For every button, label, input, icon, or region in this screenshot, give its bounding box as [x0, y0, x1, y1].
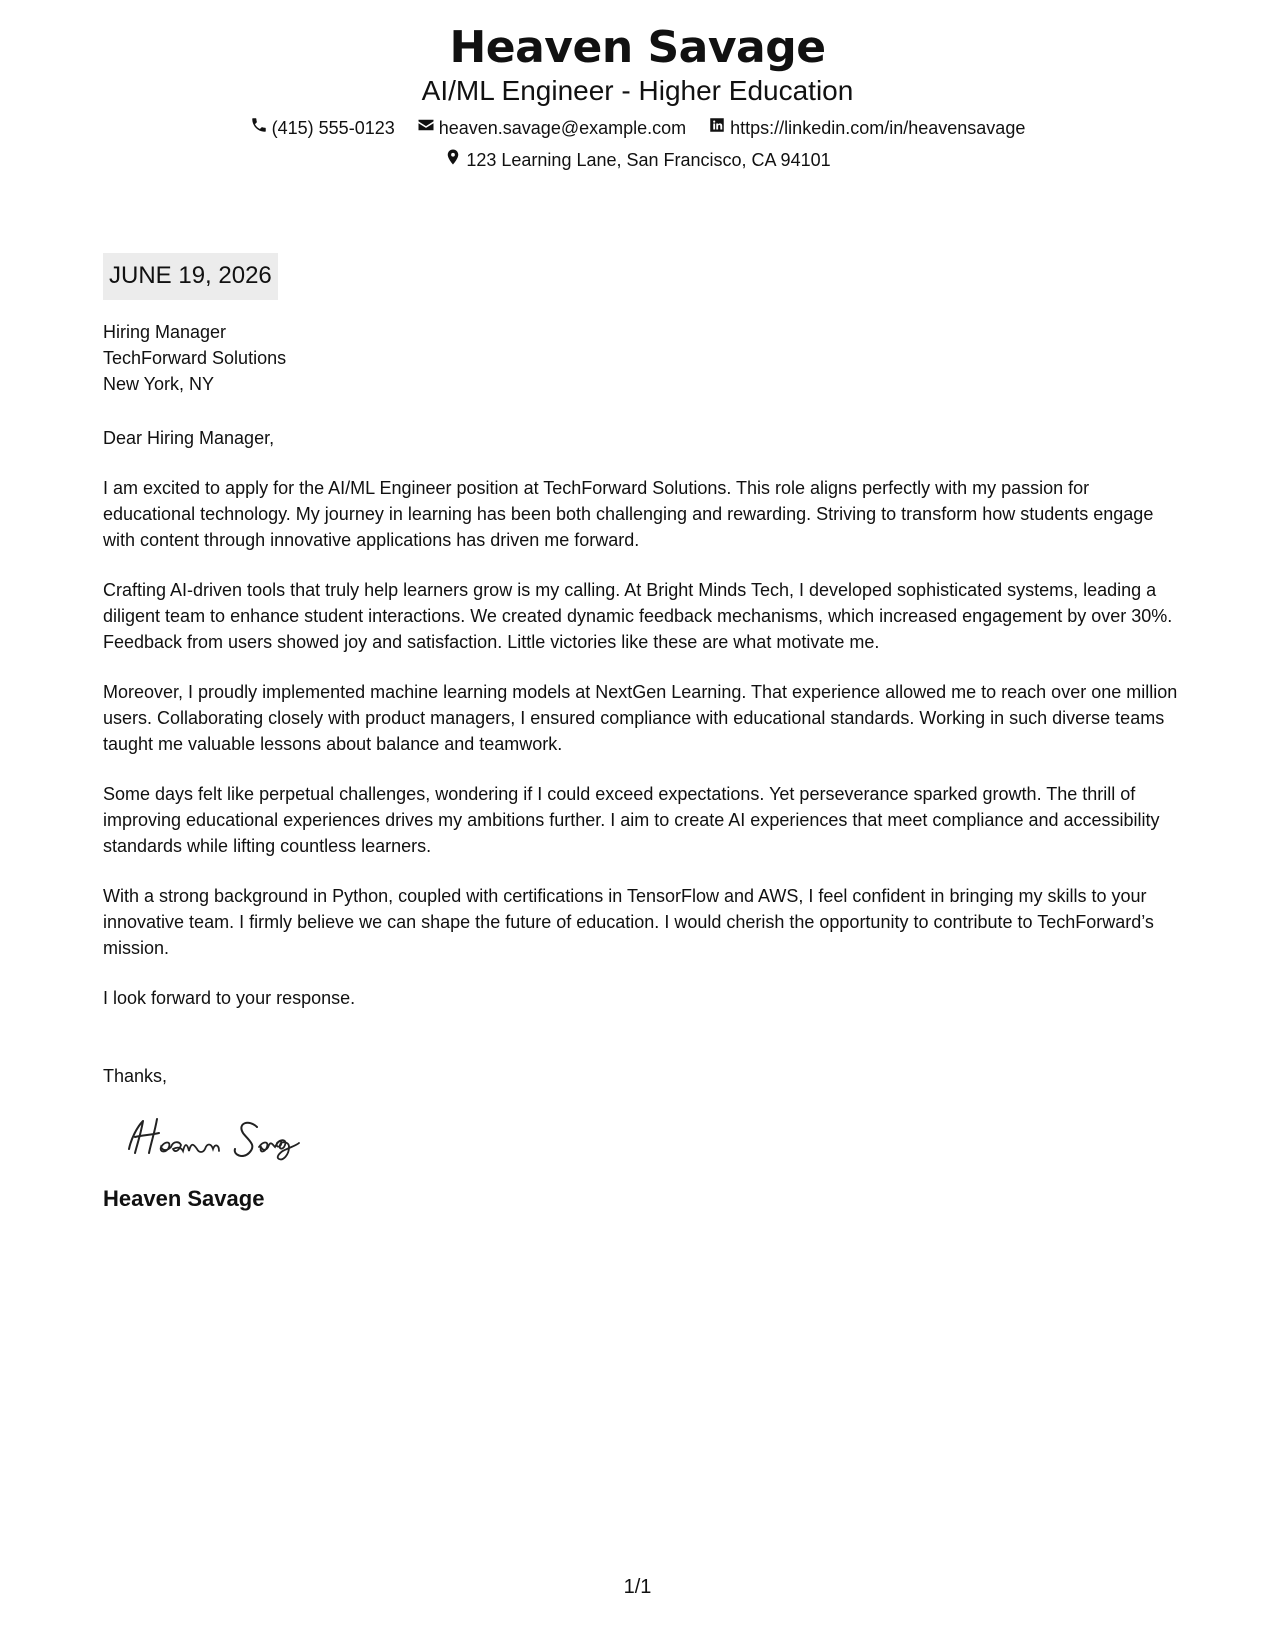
map-pin-icon	[444, 148, 466, 172]
applicant-name: Heaven Savage	[449, 22, 826, 73]
job-title: AI/ML Engineer - Higher Education	[421, 75, 854, 106]
linkedin-icon	[708, 116, 730, 140]
recipient-line: New York, NY	[103, 374, 215, 394]
email-contact[interactable]	[417, 116, 686, 140]
body-paragraph: With a strong background in Python, coupled with certifications in TensorFlow and AWS, I feel confident in bringing my skills to your innovative team. I firmly believe we can shape the future of education. I would cherish the opportunity to contribute to TechForward’s mission.	[103, 886, 1154, 958]
phone-contact[interactable]	[250, 116, 395, 140]
signer-name: Heaven Savage	[103, 1186, 265, 1211]
letter-date: JUNE 19, 2026	[103, 253, 278, 300]
recipient-line: Hiring Manager	[103, 322, 227, 342]
letter-header	[0, 20, 1275, 172]
email-text: heaven.savage@example.com	[438, 118, 687, 138]
body-paragraph: Some days felt like perpetual challenges, wondering if I could exceed expectations. Yet perseverance sparked growth. The thrill of improving educational experiences drives my ambitions further. I aim to create AI experiences that meet compliance and accessibility standards while lifting countless learners.	[103, 784, 1160, 856]
handwritten-signature	[121, 1109, 1178, 1169]
body-paragraph: I look forward to your response.	[103, 988, 356, 1008]
recipient-block	[103, 319, 1178, 397]
salutation: Dear Hiring Manager,	[103, 428, 275, 448]
phone-icon	[250, 116, 272, 140]
closing: Thanks,	[103, 1066, 168, 1086]
contact-row-address	[0, 148, 1275, 172]
body-paragraph: Moreover, I proudly implemented machine learning models at NextGen Learning. That experience allowed me to reach over one million users. Collaborating closely with product managers, I ensured compliance with educational standards. Working in such diverse teams taught me valuable lessons about balance and teamwork.	[103, 682, 1178, 754]
phone-text: (415) 555-0123	[271, 118, 395, 138]
linkedin-contact[interactable]	[708, 116, 1025, 140]
body-paragraph: Crafting AI-driven tools that truly help learners grow is my calling. At Bright Minds Tech, I developed sophisticated systems, leading a diligent team to enhance student interactions. We created dynamic feedback mechanisms, which increased engagement by over 30%. Feedback from users showed joy and satisfaction. Little victories like these are what motivate me.	[103, 580, 1173, 652]
envelope-icon	[417, 116, 439, 140]
body-paragraph: I am excited to apply for the AI/ML Engineer position at TechForward Solutions. This role aligns perfectly with my passion for educational technology. My journey in learning has been both challenging and rewarding. Striving to transform how students engage with content through innovative applications has driven me forward.	[103, 478, 1154, 550]
letter-body	[103, 319, 1178, 1213]
linkedin-text: https://linkedin.com/in/heavensavage	[730, 118, 1026, 138]
recipient-line: TechForward Solutions	[103, 348, 287, 368]
address-contact	[444, 148, 830, 172]
page-number: 1/1	[623, 1576, 652, 1598]
address-text: 123 Learning Lane, San Francisco, CA 94101	[466, 150, 831, 170]
contact-row-primary	[0, 116, 1275, 140]
